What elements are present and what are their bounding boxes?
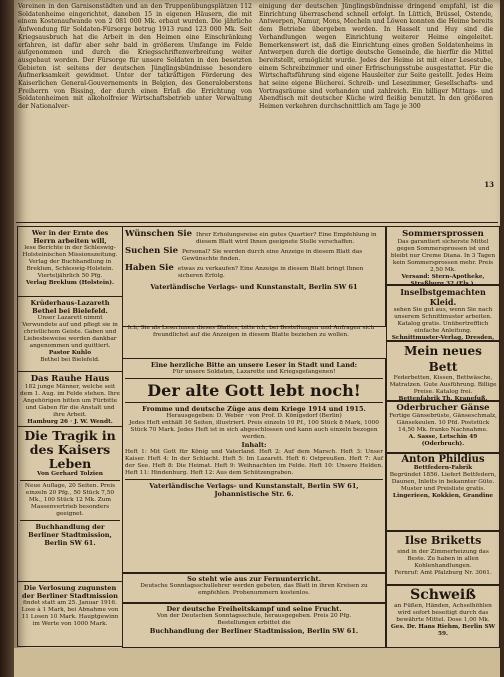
ad-body: findet statt am 25. Januar 1916. Lose à 1 Mark, bei Abnahme von 11 Losen 10 Mark. Hauptgewinn im Werte von 1000 Mark. (21, 600, 119, 627)
ad-footer: Versand: Stern-Apotheke, Straßburg 32 (Els.). (401, 274, 485, 286)
ad-title: Mein neues Bett (404, 344, 482, 374)
ad-kleid (386, 284, 500, 342)
ad-item (125, 229, 383, 246)
ad-publisher: Vaterländische Verlags- und Kunstanstalt, Berlin SW 61, Johannistische Str. 6. (149, 482, 359, 498)
ad-question: Haben Sie (125, 263, 174, 273)
ad-rauhe-haus (17, 371, 123, 427)
ad-title: Krüderhaus-Lazareth Bethel bei Bielefeld. (30, 299, 110, 315)
ad-title: Die Verlosung zugunsten der Berliner Stadtmission (22, 584, 118, 600)
ad-footer: Schnittmuster-Verlag, Dresden, (391, 335, 495, 341)
ad-subtitle: Bettfedern-Fabrik (413, 465, 473, 471)
reader-note (124, 325, 378, 355)
ad-anzeigen-werbung (122, 226, 386, 327)
ad-body: Neue Auflage, 20 Seiten. Preis einzeln 20 Pfg., 50 Stück 7,50 Mk., 100 Stück 12 Mk. Zum Massenvertrieb besonders geeignet. (24, 483, 116, 517)
ad-footer: A. Sasse, Letschin 49 (Oderbruch). (408, 434, 478, 447)
ad-body: sehen Sie gut aus, wenn Sie nach unserem Schnittmuster arbeiten. Katalog gratis. Unübertrefflich einfache Anleitung. (393, 307, 493, 334)
ad-inhalt: Heft 1: Mit Gott für König und Vaterland. Heft 2: Auf dem Marsch. Heft 3: Unser Kaiser. Heft 4: In der Schlacht. Heft 5: Im Lazarett. Heft 6: Ostpreußen. Heft 7: Auf der See. Heft 8: Die Heimat. Heft 9: Weihnachten im Felde. Heft 10: Unsere Helden. Heft 11: Hindenburg. Heft 12: Aus dem Schützengraben. (125, 449, 383, 476)
ad-tragik-kaiser (17, 426, 123, 582)
article-text-right: einigung der deutschen Jünglingsbündnisse dringend empfahl, ist die Einrichtung überraschend schnell erfolgt. In Lüttich, Brüssel, Ostende, Antwerpen, Namur, Mons, Mecheln und Löwen konnten die Heime bereits dem Betriebe übergeben werden. In Hasselt und Huy sind die Verhandlungen wegen Einrichtung weiterer Heime eingeleitet. Bemerkenswert ist, daß die Einrichtung eines großen Soldatenheims in Antwerpen durch die dortige deutsche Gemeinde, die hierfür die Mittel bereitstellt, ermöglicht wurde. Jedes der Heime ist mit einer Lesestube, einem Schreibzimmer und einer Erfrischungsstube ausgestattet. Für die Wirtschaftsführung sind eigene Hausleiter zur Seite gestellt. Jedes Heim hat seine eigene Bücherei. Schreib- und Lesezimmer, Gesellschafts- und Vortragsräume sind vorhanden und zahlreich. Ein billiger Mittags- und Abendtisch mit deutscher Küche wird fleißig benutzt. In den größeren Heimen verkehren durchschnittlich am Tage je 300 (259, 3, 493, 111)
ad-inhalt-label: Inhalt: (241, 441, 267, 449)
ad-footer: Hamburg 26 · J. W. Wendt. (27, 419, 113, 425)
ad-title: Oderbrucher Gänse (396, 403, 490, 413)
article-column-right (259, 3, 493, 223)
ad-title: So steht wie aus zur Fernunterricht. (187, 575, 321, 583)
ad-question: Wünschen Sie (125, 229, 193, 239)
ad-sommersprossen (386, 226, 500, 286)
ad-fernunterricht (122, 572, 386, 604)
ad-question: Suchen Sie (125, 246, 178, 256)
ad-footer: Buchhandlung der Berliner Stadtmission, Berlin SW 61. (28, 523, 112, 547)
ad-body: an Füßen, Händen, Achselhöhlen wird sofort beseitigt durch das bewährte Mittel. Dose 1,00 Mk. (394, 603, 492, 623)
divider (125, 479, 383, 480)
ad-body: Fertige Gänsebrüste, Gänseschmalz, Gänsekeulen. 10 Pfd. Poststück 14,50 Mk. franko Nachnahme. (389, 413, 497, 433)
ad-body: lese Berichte in der Schleswig-Holsteinischen Missionszeitung. Verlag der Buchhandlung in Breklum, Schleswig-Holstein. Vierteljährlich 50 Pfg. (22, 245, 118, 279)
divider (20, 480, 120, 481)
ad-body: Begründet 1856. Liefert Bettfedern, Daunen, Inletts in bekannter Güte. Muster und Preisliste gratis. (389, 472, 497, 492)
ad-title: Die Tragik in des Kaisers Leben (24, 428, 116, 471)
ad-gaense (386, 400, 500, 454)
article-column-left (18, 3, 252, 223)
book-binding-edge (0, 0, 14, 677)
ad-body: sind in der Zimmerheizung das Beste. Zu haben in allen Kohlenhandlungen. (397, 549, 489, 569)
ad-alte-gott (122, 358, 386, 574)
ad-body: 182 junge Männer, welche seit dem 1. Aug. im Felde stehen. Ihre Angehörigen bitten um Fürbitte und Gaben für die Anstalt und ihre Arbeit. (20, 384, 120, 418)
ad-verlosung (17, 581, 123, 647)
ad-title: Der alte Gott lebt noch! (147, 381, 361, 400)
ad-title: Schweiß (410, 587, 476, 603)
ad-title: Ilse Briketts (404, 534, 482, 547)
ad-schweiss (386, 584, 500, 648)
ad-freiheitskampf (122, 602, 386, 648)
section-divider (16, 222, 498, 223)
divider (20, 520, 120, 521)
ad-footer: Verlag Breklum (Holstein). (25, 280, 115, 286)
ad-text: Ihrer Erholungsreise ein gutes Quartier? Eine Empfehlung in diesem Blatt wird Ihnen geeignete Stelle verschaffen. (196, 232, 377, 245)
ad-bett (386, 340, 500, 402)
ad-body: Unser Lazarett nimmt Verwundete auf und pflegt sie in christlichem Geiste. Gaben und Liebesbeweise werden dankbar angenommen und quittiert. (22, 315, 118, 349)
ad-lazareth (17, 296, 123, 372)
article-text-left: Vereinen in den Garnisonstädten und an den Truppenübungsplätzen 112 Soldatenheime eingerichtet, daneben 15 in eigenen Häusern, die mit einem Kostenaufwande von 2 081 000 Mk. erbaut wurden. Die jährliche Aufwendung für Soldaten-Fürsorge betrug 1913 rund 123 000 Mk. Seit Kriegsausbruch hat die Arbeit in den Heimen eine Einschränkung erfahren, ist dafür aber sehr bald in größerem Umfange im Felde aufgenommen und durch die Kriegsschriftenverbreitung weiter ausgebaut worden. Der Fürsorge für unsere Soldaten in den besetzten Gebieten ist seitens der deutschen Jünglingsbündnisse besondere Aufmerksamkeit gewidmet. Unter der tatkräftigen Förderung des Kaiserlichen General-Gouvernements in Belgien, des Generaloberstens Freiherrn von Bissing, der durch einen Erlaß die Errichtung von Soldatenheimen mit alkoholfreier Wirtschaftsbetrieb unter Verwaltung der Nationalver- (18, 3, 252, 111)
ad-phildius (386, 452, 500, 532)
ad-ilse (386, 530, 500, 586)
ad-body: Von der Deutschen Sonntagsschule, herausgegeben. Preis 20 Pfg. (156, 613, 352, 619)
ad-title: Inselbstgemachten Kleid. (400, 287, 486, 307)
ad-editor: Herausgegeben: D. Weber · von Prof. D. Königsdorf (Berlin) (166, 413, 342, 419)
ad-header: Eine herzliche Bitte an unsere Leser in Stadt und Land: (150, 361, 358, 369)
ad-body: Das garantiert sicherste Mittel gegen Sommersprossen ist und bleibt nur Creme Diana. In 3 Tagen kein Sommersprossen mehr. Preis 2,50 Mk. (390, 239, 496, 273)
ad-publisher: Vaterländische Verlags- und Kunstanstalt, Berlin SW 61 (150, 283, 358, 291)
ad-title: Das Rauhe Haus (30, 374, 110, 384)
ad-footer: Bettenfabrik Th. Kranefuß, (398, 396, 488, 402)
ad-title: Sommersprossen (402, 229, 484, 239)
ad-body: Jedes Heft enthält 16 Seiten, illustriert. Preis einzeln 10 Pf., 100 Stück 8 Mark, 1000 Stück 70 Mark. Jedes Heft ist in sich abgeschlossen und kann auch einzeln bezogen werden. (129, 420, 379, 440)
ad-footer: Buchhandlung der Berliner Stadtmission, Berlin SW 61. (149, 627, 359, 635)
ad-footer: Fernruf: Amt Pfalzburg Nr. 3061. (394, 570, 492, 576)
ad-subtitle: Fromme und deutsche Züge aus dem Kriege 1914 und 1915. (142, 405, 366, 413)
newspaper-page (14, 0, 500, 677)
ad-footer: Ges. Dr. Hans Riehm, Berlin SW 59. (390, 624, 496, 637)
page-bottom-margin (14, 648, 500, 677)
ad-signature: Pastor Kuhlo (48, 350, 92, 356)
ad-body: Deutsche Sonntagsschullehrer werden gebeten, das Blatt in ihren Kreisen zu empfehlen. Probenummern kostenlos. (140, 583, 368, 596)
ad-body: Federbetten, Kissen, Bettwäsche, Matratzen. Gute Ausführung. Billige Preise. Katalog frei. (389, 375, 497, 395)
ad-order: Bestellungen erbittet die (217, 620, 291, 626)
ad-title: Der deutsche Freiheitskampf und seine Frucht. (166, 605, 342, 613)
ad-author: Von Gerhard Tolzien (37, 471, 103, 477)
ad-footer: Bethel bei Bielefeld. (40, 357, 100, 363)
ad-title: Wer in der Ernte des Herrn arbeiten will, (31, 229, 109, 245)
ad-title: Anton Phildius (401, 454, 485, 465)
ad-text: Personal? Sie werden durch eine Anzeige in diesem Blatt das Gewünschte finden. (182, 249, 363, 262)
divider (125, 378, 383, 379)
divider (125, 402, 383, 403)
ad-subheader: Für unsere Soldaten, Lazarette und Kriegsgefangenen! (172, 369, 336, 375)
ad-item (125, 246, 383, 263)
ad-ernte (17, 226, 123, 297)
page-number: 13 (484, 180, 494, 189)
ad-text: etwas zu verkaufen? Eine Anzeige in diesem Blatt bringt Ihnen sicheren Erfolg. (177, 266, 364, 279)
ad-footer: Lingerieen, Kokkien, Grandine (392, 493, 494, 499)
reader-note-text: Ich, Sie als Leserinnen dieses Blattes, bitte ich, bei Bestellungen und Anfragen sich freundlichst auf die Anzeigen in diesem Blatte beziehen zu wollen. (127, 325, 375, 338)
ad-item (125, 263, 383, 280)
